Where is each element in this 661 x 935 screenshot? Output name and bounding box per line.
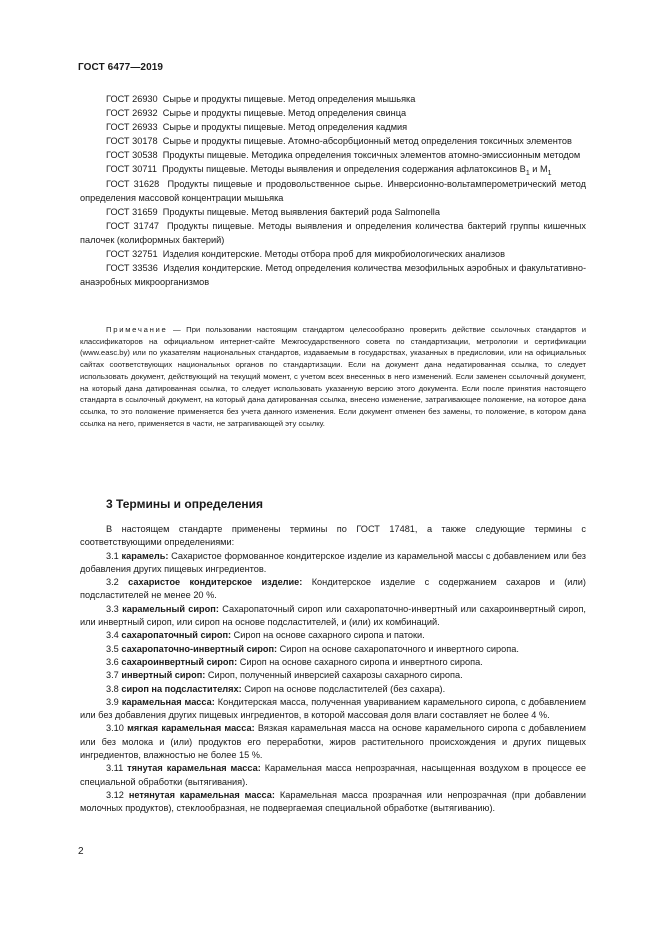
reference-item: ГОСТ 26933 Сырье и продукты пищевые. Метод определения кадмия xyxy=(106,122,408,133)
page-number: 2 xyxy=(78,846,84,857)
term-item: 3.7 инвертный сироп: Сироп, полученный инверсией сахарозы сахарного сиропа. xyxy=(106,670,463,681)
reference-item: ГОСТ 31659 Продукты пищевые. Метод выявления бактерий рода Salmonella xyxy=(106,206,440,217)
term-item: 3.4 сахаропаточный сироп: Сироп на основе сахарного сиропа и патоки. xyxy=(106,630,425,641)
term-item: 3.9 карамельная масса: Кондитерская масса, полученная увариванием карамельного сиропа, с добавлением или без добавления других пищевых ингредиентов, в которой массовая доля влаги составляет не более 4 %. xyxy=(80,696,586,721)
term-item: 3.2 сахаристое кондитерское изделие: Кондитерское изделие с содержанием сахаров и (или) подсластителей не менее 20 %. xyxy=(80,577,586,601)
section-title: 3 Термины и определения xyxy=(106,497,264,511)
reference-item: ГОСТ 26930 Сырье и продукты пищевые. Метод определения мышьяка xyxy=(106,94,416,104)
reference-item: ГОСТ 26932 Сырье и продукты пищевые. Метод определения свинца xyxy=(106,108,407,119)
reference-item: ГОСТ 33536 Изделия кондитерские. Метод определения количества мезофильных аэробных и факультативно-анаэробных микроорганизмов xyxy=(80,263,587,288)
reference-item: ГОСТ 30711 Продукты пищевые. Методы выявления и определения содержания афлатоксинов $B_1$ и $M_1$ xyxy=(106,164,552,178)
term-item: 3.10 мягкая карамельная масса: Вязкая карамельная масса на основе карамельного сиропа с добавлением или без молока и (или) продуктов его переработки, жиров растительного происхождения и других пищевых ингредиентов, влажностью не более 15 %. xyxy=(80,723,586,761)
page-header: ГОСТ 6477—2019 xyxy=(78,62,164,73)
term-item: 3.11 тянутая карамельная масса: Карамельная масса непрозрачная, насыщенная воздухом в процессе ее специальной обработки (вытягивания). xyxy=(80,763,586,787)
terms-list xyxy=(80,523,586,816)
note-text: — При пользовании настоящим стандартом целесообразно проверить действие ссылочных стандартов и классификаторов на официальном интернет-сайте Межгосударственного совета по стандартизации, метрологии и сертификации (www.easc.by) или по указателям национальных стандартов, издаваемым в государствах, указанных в предисловии, или на официальных сайтах соответствующих национальных органов по стандартизации. Если на документ дана недатированная ссылка, то следует использовать документ, действующий на текущий момент, с учетом всех внесенных в него изменений. Если заменен ссылочный документ, на который дана датированная ссылка, то следует использовать указанную версию этого документа. Если после принятия настоящего стандарта в ссылочный документ, на который дана датированная ссылка, внесено изменение, затрагивающее положение, на которое дана ссылка, то это положение применяется без учета данного изменения. Если документ отменен без замены, то положение, в котором дана ссылка на него, применяется в части, не затрагивающей эту ссылку. xyxy=(80,325,586,428)
term-item: 3.5 сахаропаточно-инвертный сироп: Сироп на основе сахаропаточного и инвертного сиропа. xyxy=(106,643,519,654)
reference-item: ГОСТ 30538 Продукты пищевые. Методика определения токсичных элементов атомно-эмиссионным методом xyxy=(106,150,581,161)
term-item: 3.8 сироп на подсластителях: Сироп на основе подсластителей (без сахара). xyxy=(106,683,446,694)
reference-item: ГОСТ 31628 Продукты пищевые и продовольственное сырье. Инверсионно-вольтамперометрический метод определения массовой концентрации мышьяка xyxy=(80,178,586,203)
section-terms xyxy=(80,497,586,816)
term-item: 3.6 сахароинвертный сироп: Сироп на основе сахарного сиропа и инвертного сиропа. xyxy=(106,656,483,667)
term-item: 3.12 нетянутая карамельная масса: Карамельная масса прозрачная или непрозрачная (при добавлении молочных продуктов), стеклообразная, не подвергаемая специальной обработке (вытягиванию). xyxy=(80,789,587,814)
term-item: 3.1 карамель: Сахаристое формованное кондитерское изделие из карамельной массы с добавлением или без добавления других пищевых ингредиентов. xyxy=(80,550,586,574)
reference-item: ГОСТ 32751 Изделия кондитерские. Методы отбора проб для микробиологических анализов xyxy=(106,249,505,260)
term-item: 3.3 карамельный сироп: Сахаропаточный сироп или сахаропаточно-инвертный или сахароинвертный сироп, или инвертный сироп, или сироп на основе подсластителей, и (или) их комбинаций. xyxy=(80,603,586,628)
normative-references-list xyxy=(80,92,586,289)
reference-item: ГОСТ 31747 Продукты пищевые. Методы выявления и определения количества бактерий группы кишечных палочек (колиформных бактерий) xyxy=(80,220,586,245)
section-intro: В настоящем стандарте применены термины по ГОСТ 17481, а также следующие термины с соответствующими определениями: xyxy=(80,524,586,548)
note-label: Примечание xyxy=(106,325,168,334)
note-paragraph xyxy=(80,324,586,429)
reference-item: ГОСТ 30178 Сырье и продукты пищевые. Атомно-абсорбционный метод определения токсичных элементов xyxy=(106,136,572,147)
